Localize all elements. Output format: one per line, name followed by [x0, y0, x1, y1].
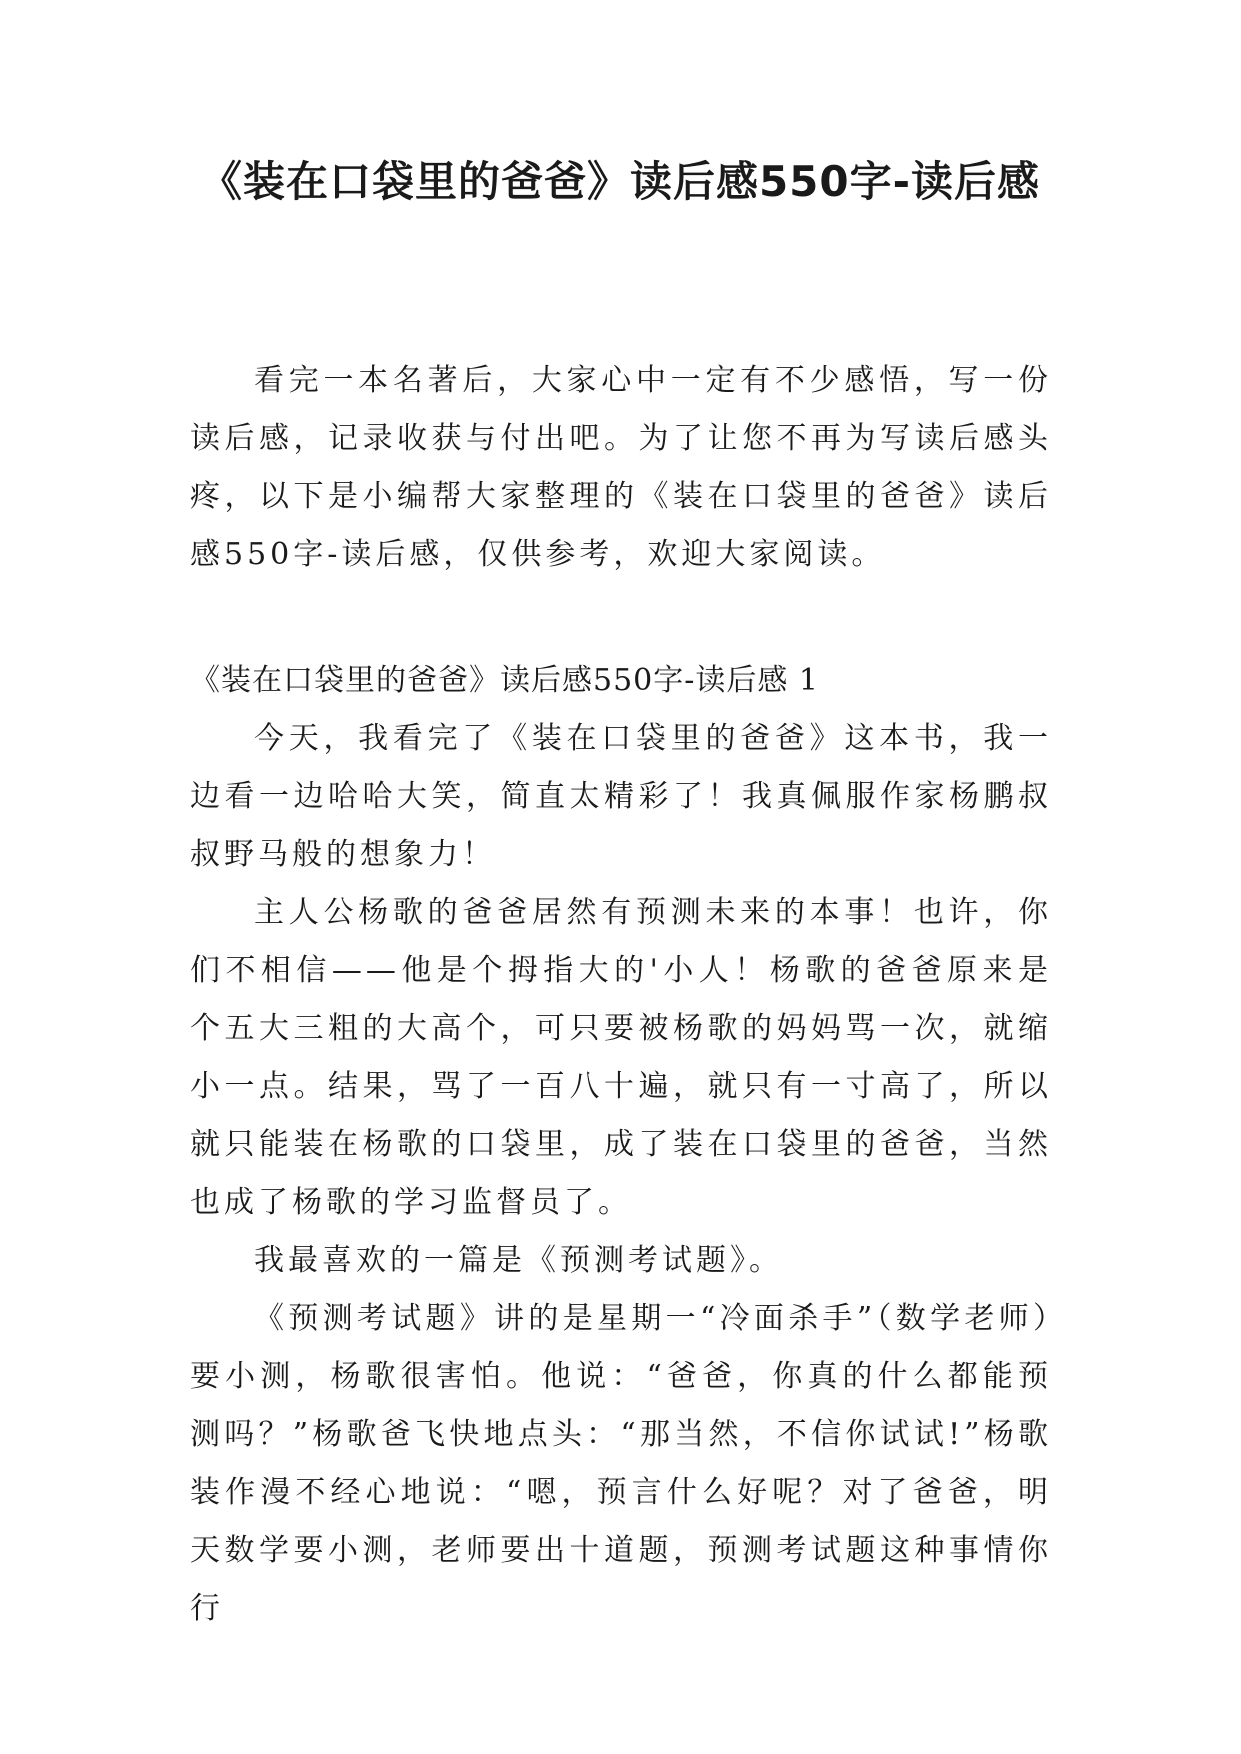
document-title: 《装在口袋里的爸爸》读后感550字-读后感 — [199, 157, 1041, 206]
document-body — [190, 352, 1052, 1638]
intro-paragraph: 看完一本名著后，大家心中一定有不少感悟，写一份读后感，记录收获与付出吧。为了让您不再为写读后感头疼，以下是小编帮大家整理的《装在口袋里的爸爸》读后感550字-读后感，仅供参考，欢迎大家阅读。 — [190, 363, 1052, 572]
body-paragraph: 我最喜欢的一篇是《预测考试题》。 — [254, 1243, 783, 1278]
body-paragraph: 《预测考试题》讲的是星期一“冷面杀手”（数学老师）要小测，杨歌很害怕。他说：“爸爸，你真的什么都能预测吗？”杨歌爸飞快地点头：“那当然，不信你试试!”杨歌装作漫不经心地说：“嗯，预言什么好呢？对了爸爸，明天数学要小测，老师要出十道题，预测考试题这种事情你行 — [190, 1301, 1052, 1626]
body-paragraph: 今天，我看完了《装在口袋里的爸爸》这本书，我一边看一边哈哈大笑，简直太精彩了！我真佩服作家杨鹏叔叔野马般的想象力！ — [190, 721, 1052, 872]
section-heading: 《装在口袋里的爸爸》读后感550字-读后感 1 — [190, 663, 820, 698]
body-paragraph: 主人公杨歌的爸爸居然有预测未来的本事！也许，你们不相信——他是个拇指大的'小人！杨歌的爸爸原来是个五大三粗的大高个，可只要被杨歌的妈妈骂一次，就缩小一点。结果，骂了一百八十遍，就只有一寸高了，所以就只能装在杨歌的口袋里，成了装在口袋里的爸爸，当然也成了杨歌的学习监督员了。 — [190, 895, 1052, 1220]
